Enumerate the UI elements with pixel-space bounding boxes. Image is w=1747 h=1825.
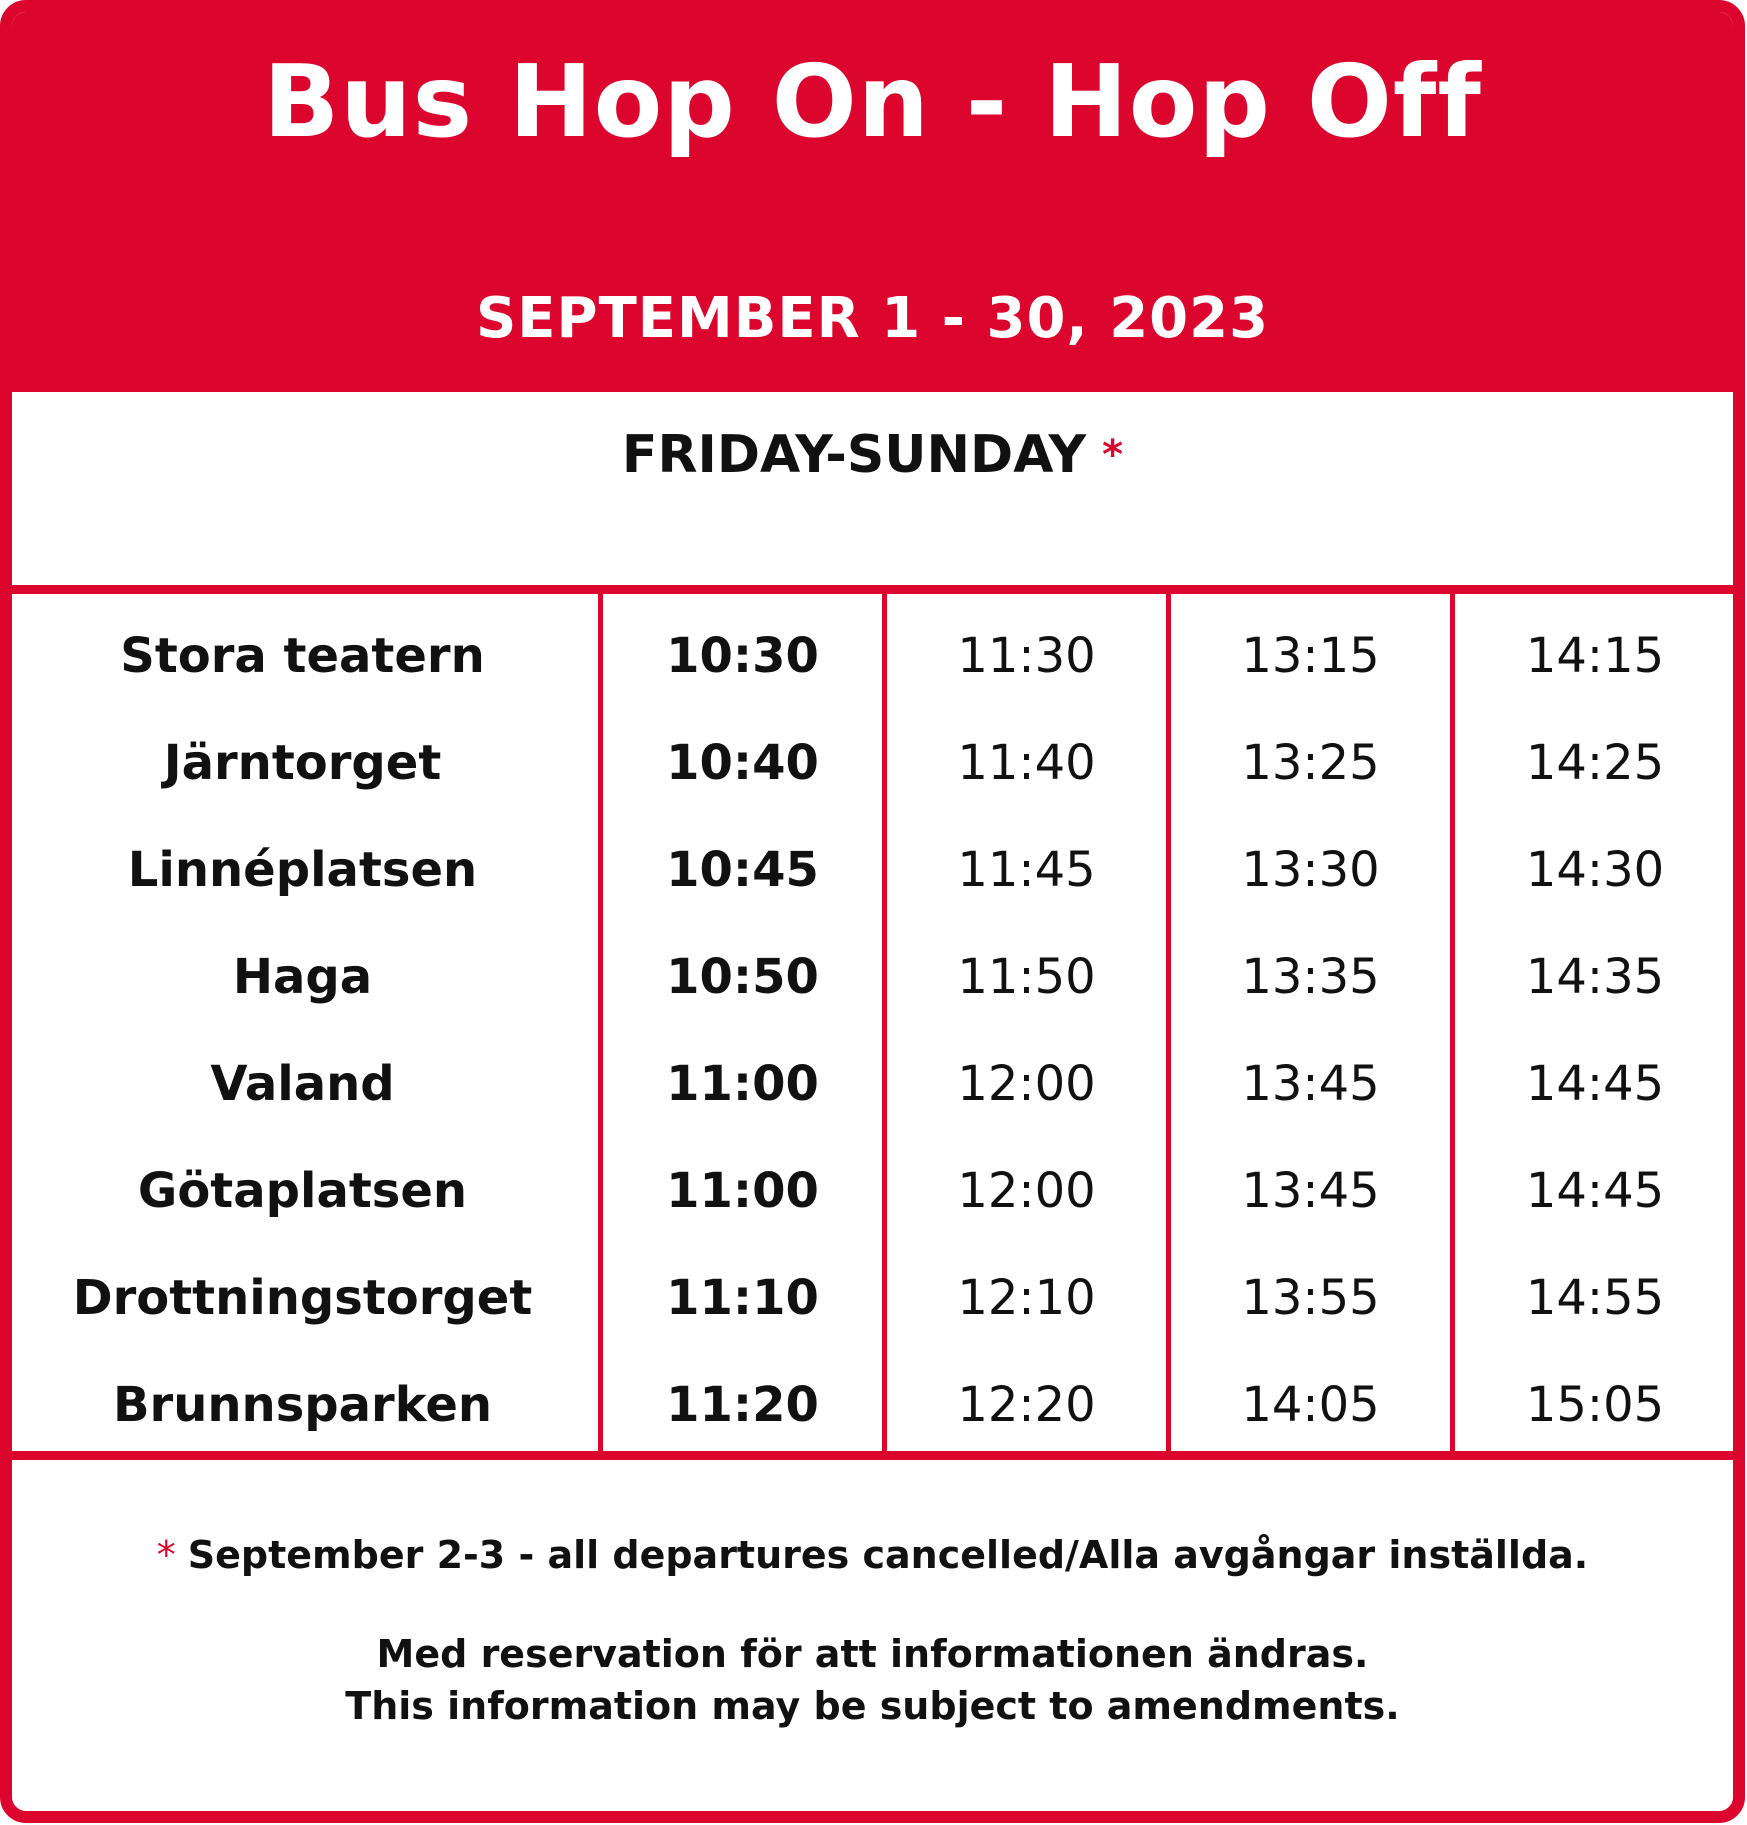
departure-time: 11:40 xyxy=(957,735,1096,791)
departure-time: 13:30 xyxy=(1241,842,1380,898)
departure-time: 13:55 xyxy=(1241,1270,1380,1326)
departure-time: 13:35 xyxy=(1241,949,1380,1005)
departure-time: 10:50 xyxy=(666,949,819,1005)
timetable-header xyxy=(12,12,1733,392)
disclaimer-english: This information may be subject to amendments. xyxy=(345,1684,1400,1728)
departure-time: 15:05 xyxy=(1525,1377,1665,1433)
stop-name: Valand xyxy=(210,1056,395,1112)
departure-time: 13:25 xyxy=(1241,735,1380,791)
departure-time: 10:30 xyxy=(666,628,819,684)
departure-time: 12:20 xyxy=(957,1377,1096,1433)
footnote-marker: * xyxy=(156,1533,176,1577)
days-label: FRIDAY-SUNDAY xyxy=(621,425,1087,485)
stop-name: Haga xyxy=(232,949,373,1005)
date-range: SEPTEMBER 1 - 30, 2023 xyxy=(475,286,1270,351)
table-top-divider xyxy=(12,585,1733,594)
departure-time: 14:05 xyxy=(1241,1377,1380,1433)
departure-time: 11:50 xyxy=(957,949,1096,1005)
departure-time: 11:00 xyxy=(666,1163,819,1219)
departure-time: 11:45 xyxy=(957,842,1096,898)
departure-time: 14:35 xyxy=(1525,949,1665,1005)
footnote-text: September 2-3 - all departures cancelled/Alla avgångar inställda. xyxy=(187,1533,1589,1577)
departure-time: 11:20 xyxy=(666,1377,819,1433)
stop-name: Götaplatsen xyxy=(137,1163,468,1219)
departure-time: 11:10 xyxy=(666,1270,819,1326)
departure-time: 14:45 xyxy=(1525,1056,1665,1112)
departure-time: 10:45 xyxy=(666,842,819,898)
disclaimer xyxy=(12,1628,1733,1732)
departure-time: 12:00 xyxy=(957,1056,1096,1112)
stop-name: Järntorget xyxy=(163,735,442,791)
departure-time: 13:45 xyxy=(1241,1056,1380,1112)
footnote xyxy=(12,1530,1733,1580)
departure-time: 12:10 xyxy=(957,1270,1096,1326)
days-heading xyxy=(12,422,1733,488)
departure-time: 14:25 xyxy=(1525,735,1665,791)
stop-name: Linnéplatsen xyxy=(127,842,478,898)
departure-time: 13:45 xyxy=(1241,1163,1380,1219)
table-bottom-divider xyxy=(12,1451,1733,1460)
stop-name: Drottningstorget xyxy=(72,1270,533,1326)
stop-name: Brunnsparken xyxy=(112,1377,493,1433)
page-title: Bus Hop On - Hop Off xyxy=(263,43,1482,160)
departure-time: 10:40 xyxy=(666,735,819,791)
days-footnote-marker: * xyxy=(1102,432,1124,478)
departure-time: 11:00 xyxy=(666,1056,819,1112)
disclaimer-swedish: Med reservation för att informationen ändras. xyxy=(376,1632,1369,1676)
departure-time: 13:15 xyxy=(1241,628,1380,684)
departure-time: 12:00 xyxy=(957,1163,1096,1219)
departure-time: 14:45 xyxy=(1525,1163,1665,1219)
departure-time: 14:55 xyxy=(1525,1270,1665,1326)
departure-time: 14:15 xyxy=(1525,628,1665,684)
departure-time: 14:30 xyxy=(1525,842,1665,898)
departure-time: 11:30 xyxy=(957,628,1096,684)
stop-name: Stora teatern xyxy=(120,628,485,684)
